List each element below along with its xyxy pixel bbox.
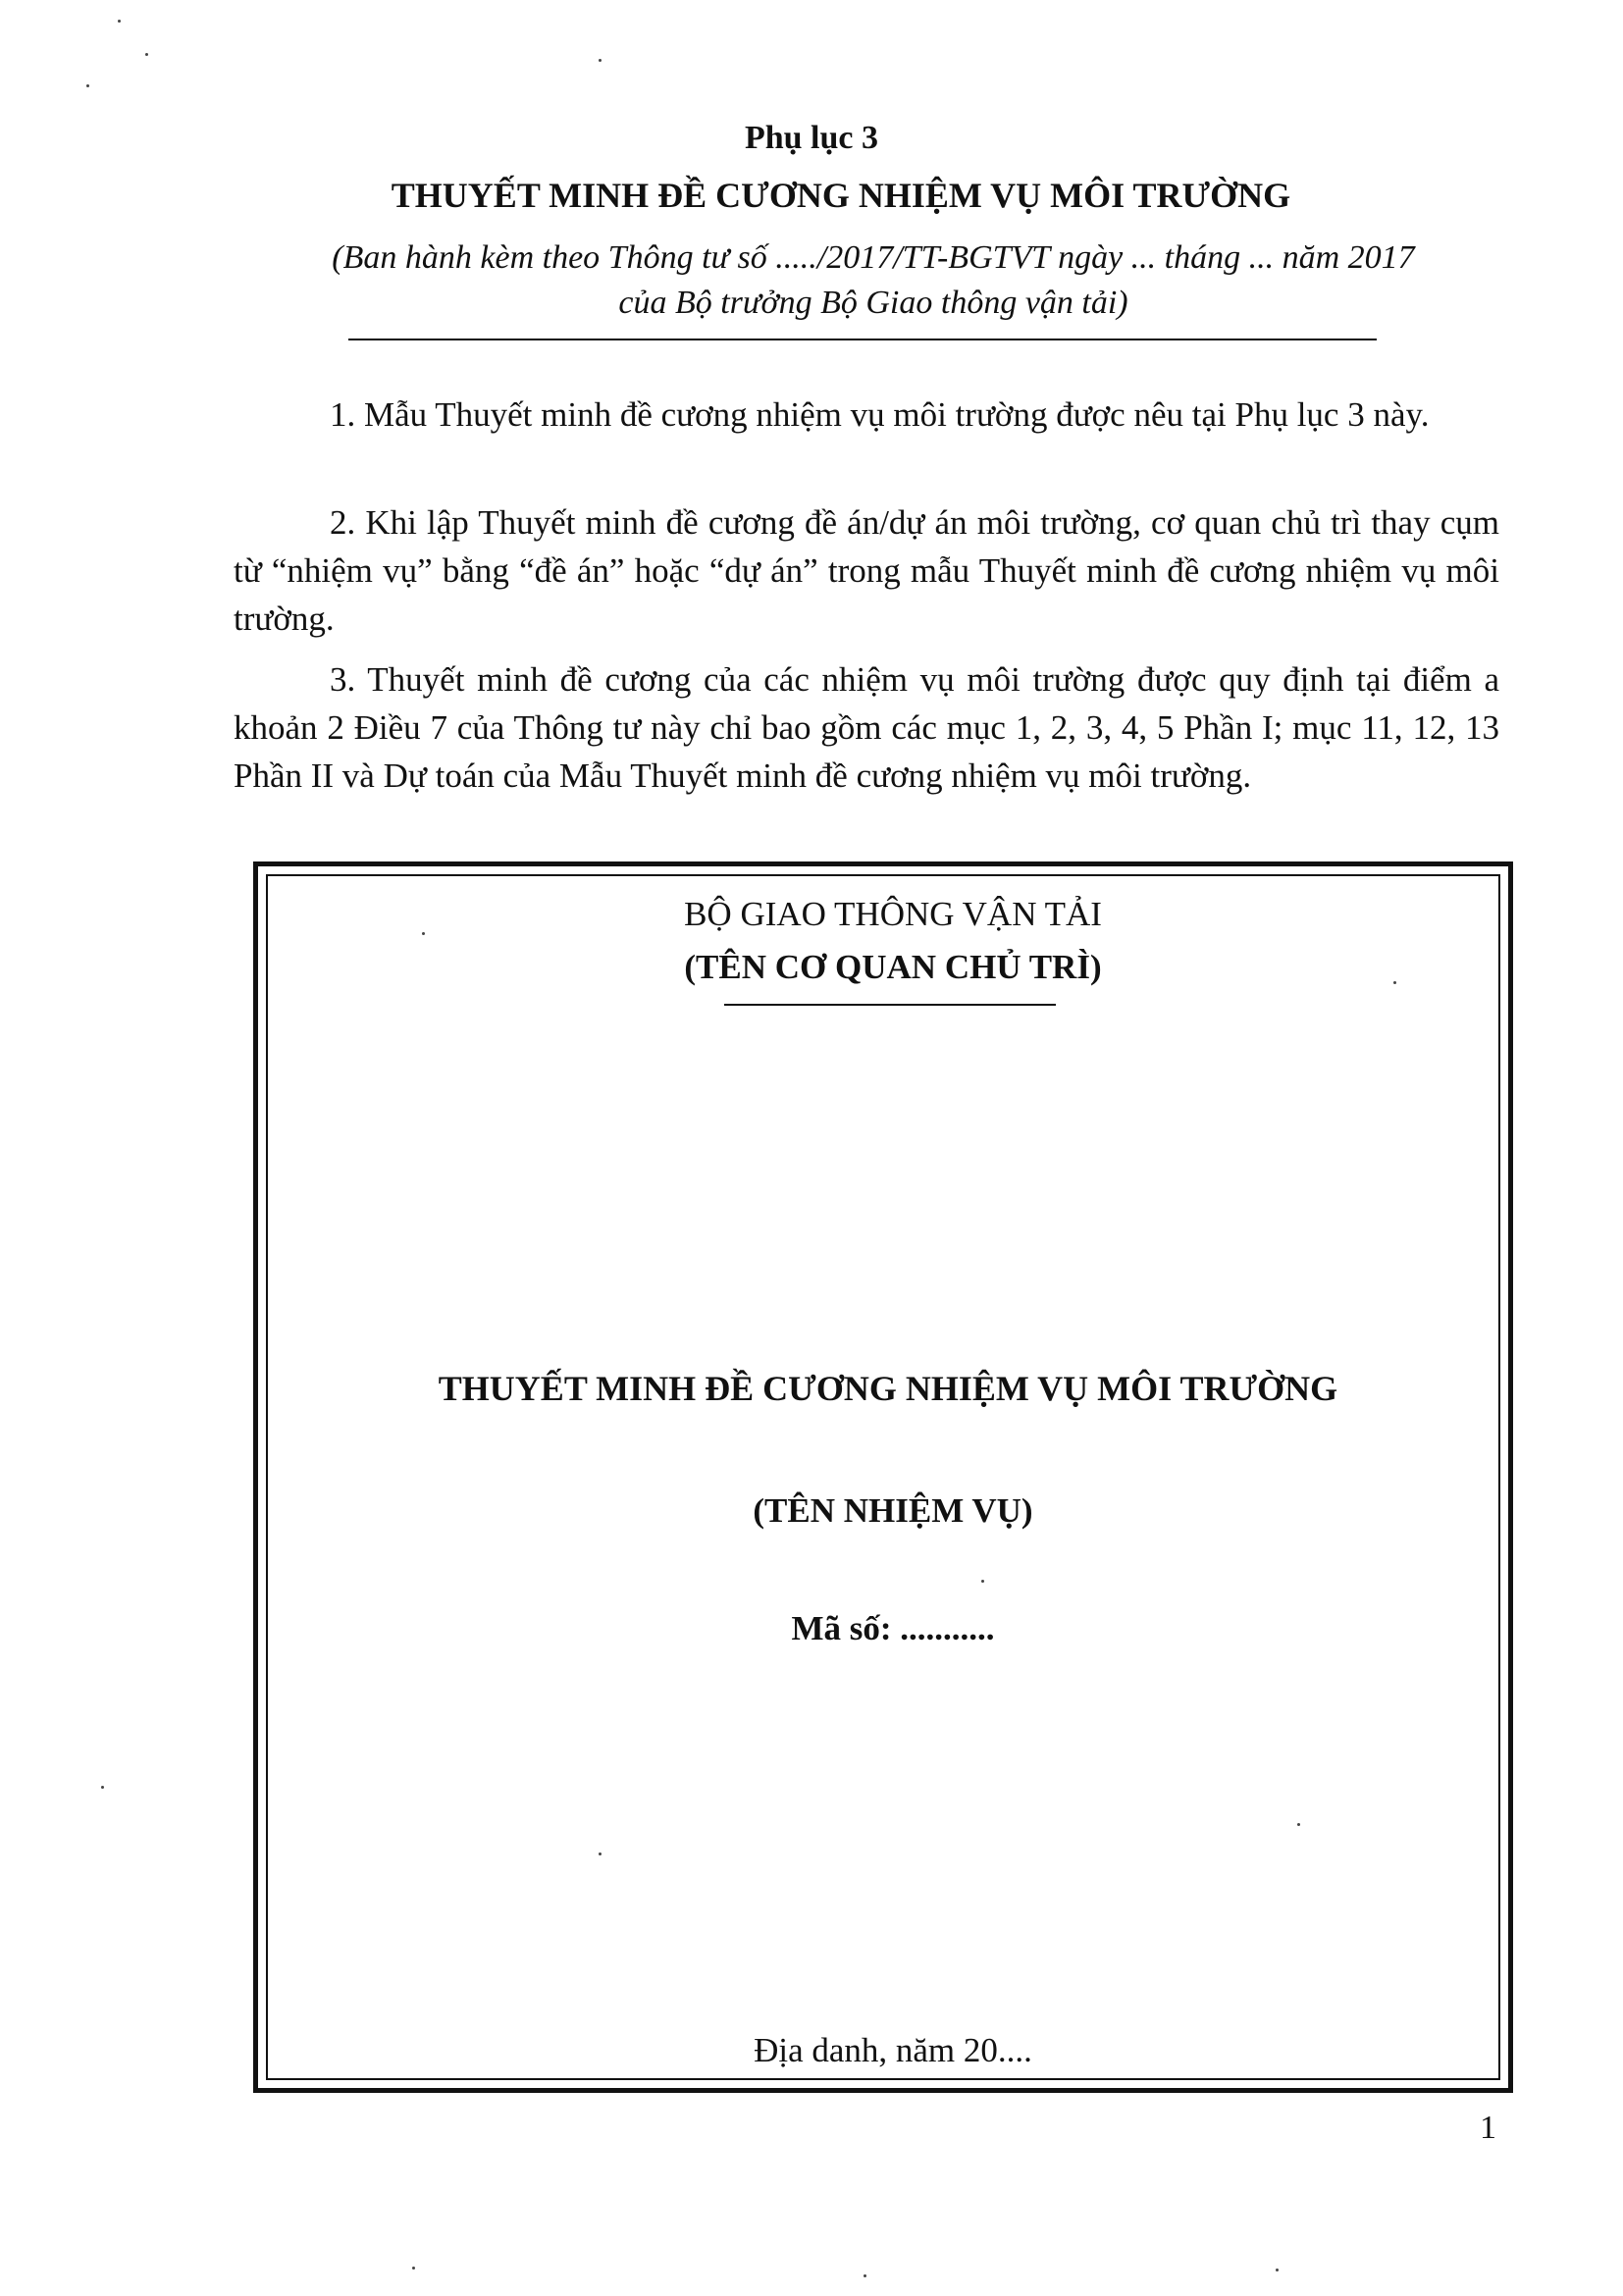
scan-speck — [412, 2267, 415, 2270]
scan-speck — [981, 1580, 984, 1583]
scan-speck — [118, 20, 121, 23]
scan-speck — [1276, 2269, 1279, 2271]
scan-speck — [1297, 1823, 1300, 1826]
appendix-label: Phụ lục 3 — [744, 120, 879, 156]
issuance-line-1: (Ban hành kèm theo Thông tư số ...../2017/TT-BGTVT ngày ... tháng ... năm 2017 — [332, 239, 1415, 276]
cover-task-name: (TÊN NHIỆM VỤ) — [753, 1491, 1033, 1530]
scan-speck — [599, 1852, 602, 1855]
header-divider — [348, 339, 1377, 340]
cover-place-year: Địa danh, năm 20.... — [754, 2031, 1032, 2069]
scan-speck — [864, 2274, 866, 2277]
scan-speck — [422, 932, 425, 935]
scan-speck — [145, 53, 148, 56]
page-number: 1 — [1480, 2110, 1496, 2146]
cover-page-inner-border — [266, 874, 1500, 2080]
document-title: THUYẾT MINH ĐỀ CƯƠNG NHIỆM VỤ MÔI TRƯỜNG — [391, 176, 1291, 215]
paragraph-1: 1. Mẫu Thuyết minh đề cương nhiệm vụ môi trường được nêu tại Phụ lục 3 này. — [330, 395, 1430, 434]
cover-agency: (TÊN CƠ QUAN CHỦ TRÌ) — [684, 948, 1102, 986]
cover-page-frame — [253, 861, 1513, 2093]
paragraph-2: 2. Khi lập Thuyết minh đề cương đề án/dự án môi trường, cơ quan chủ trì thay cụm từ “nhiệm vụ” bằng “đề án” hoặc “dự án” trong mẫu Thuyết minh đề cương nhiệm vụ môi trường. — [234, 503, 1499, 638]
scan-speck — [101, 1786, 104, 1789]
scan-speck — [1393, 981, 1396, 984]
scan-speck — [86, 84, 89, 87]
paragraph-3: 3. Thuyết minh đề cương của các nhiệm vụ môi trường được quy định tại điểm a khoản 2 Điều 7 của Thông tư này chỉ bao gồm các mục 1, 2, 3, 4, 5 Phần I; mục 11, 12, 13 Phần II và Dự toán của Mẫu Thuyết minh đề cương nhiệm vụ môi trường. — [234, 660, 1499, 795]
cover-code: Mã số: ........... — [791, 1609, 995, 1647]
cover-title: THUYẾT MINH ĐỀ CƯƠNG NHIỆM VỤ MÔI TRƯỜNG — [438, 1369, 1338, 1408]
issuance-note — [226, 235, 1521, 326]
scan-speck — [599, 59, 602, 62]
issuance-line-2: của Bộ trưởng Bộ Giao thông vận tải) — [618, 285, 1128, 321]
cover-divider — [724, 1004, 1056, 1006]
cover-ministry: BỘ GIAO THÔNG VẬN TẢI — [684, 895, 1102, 933]
